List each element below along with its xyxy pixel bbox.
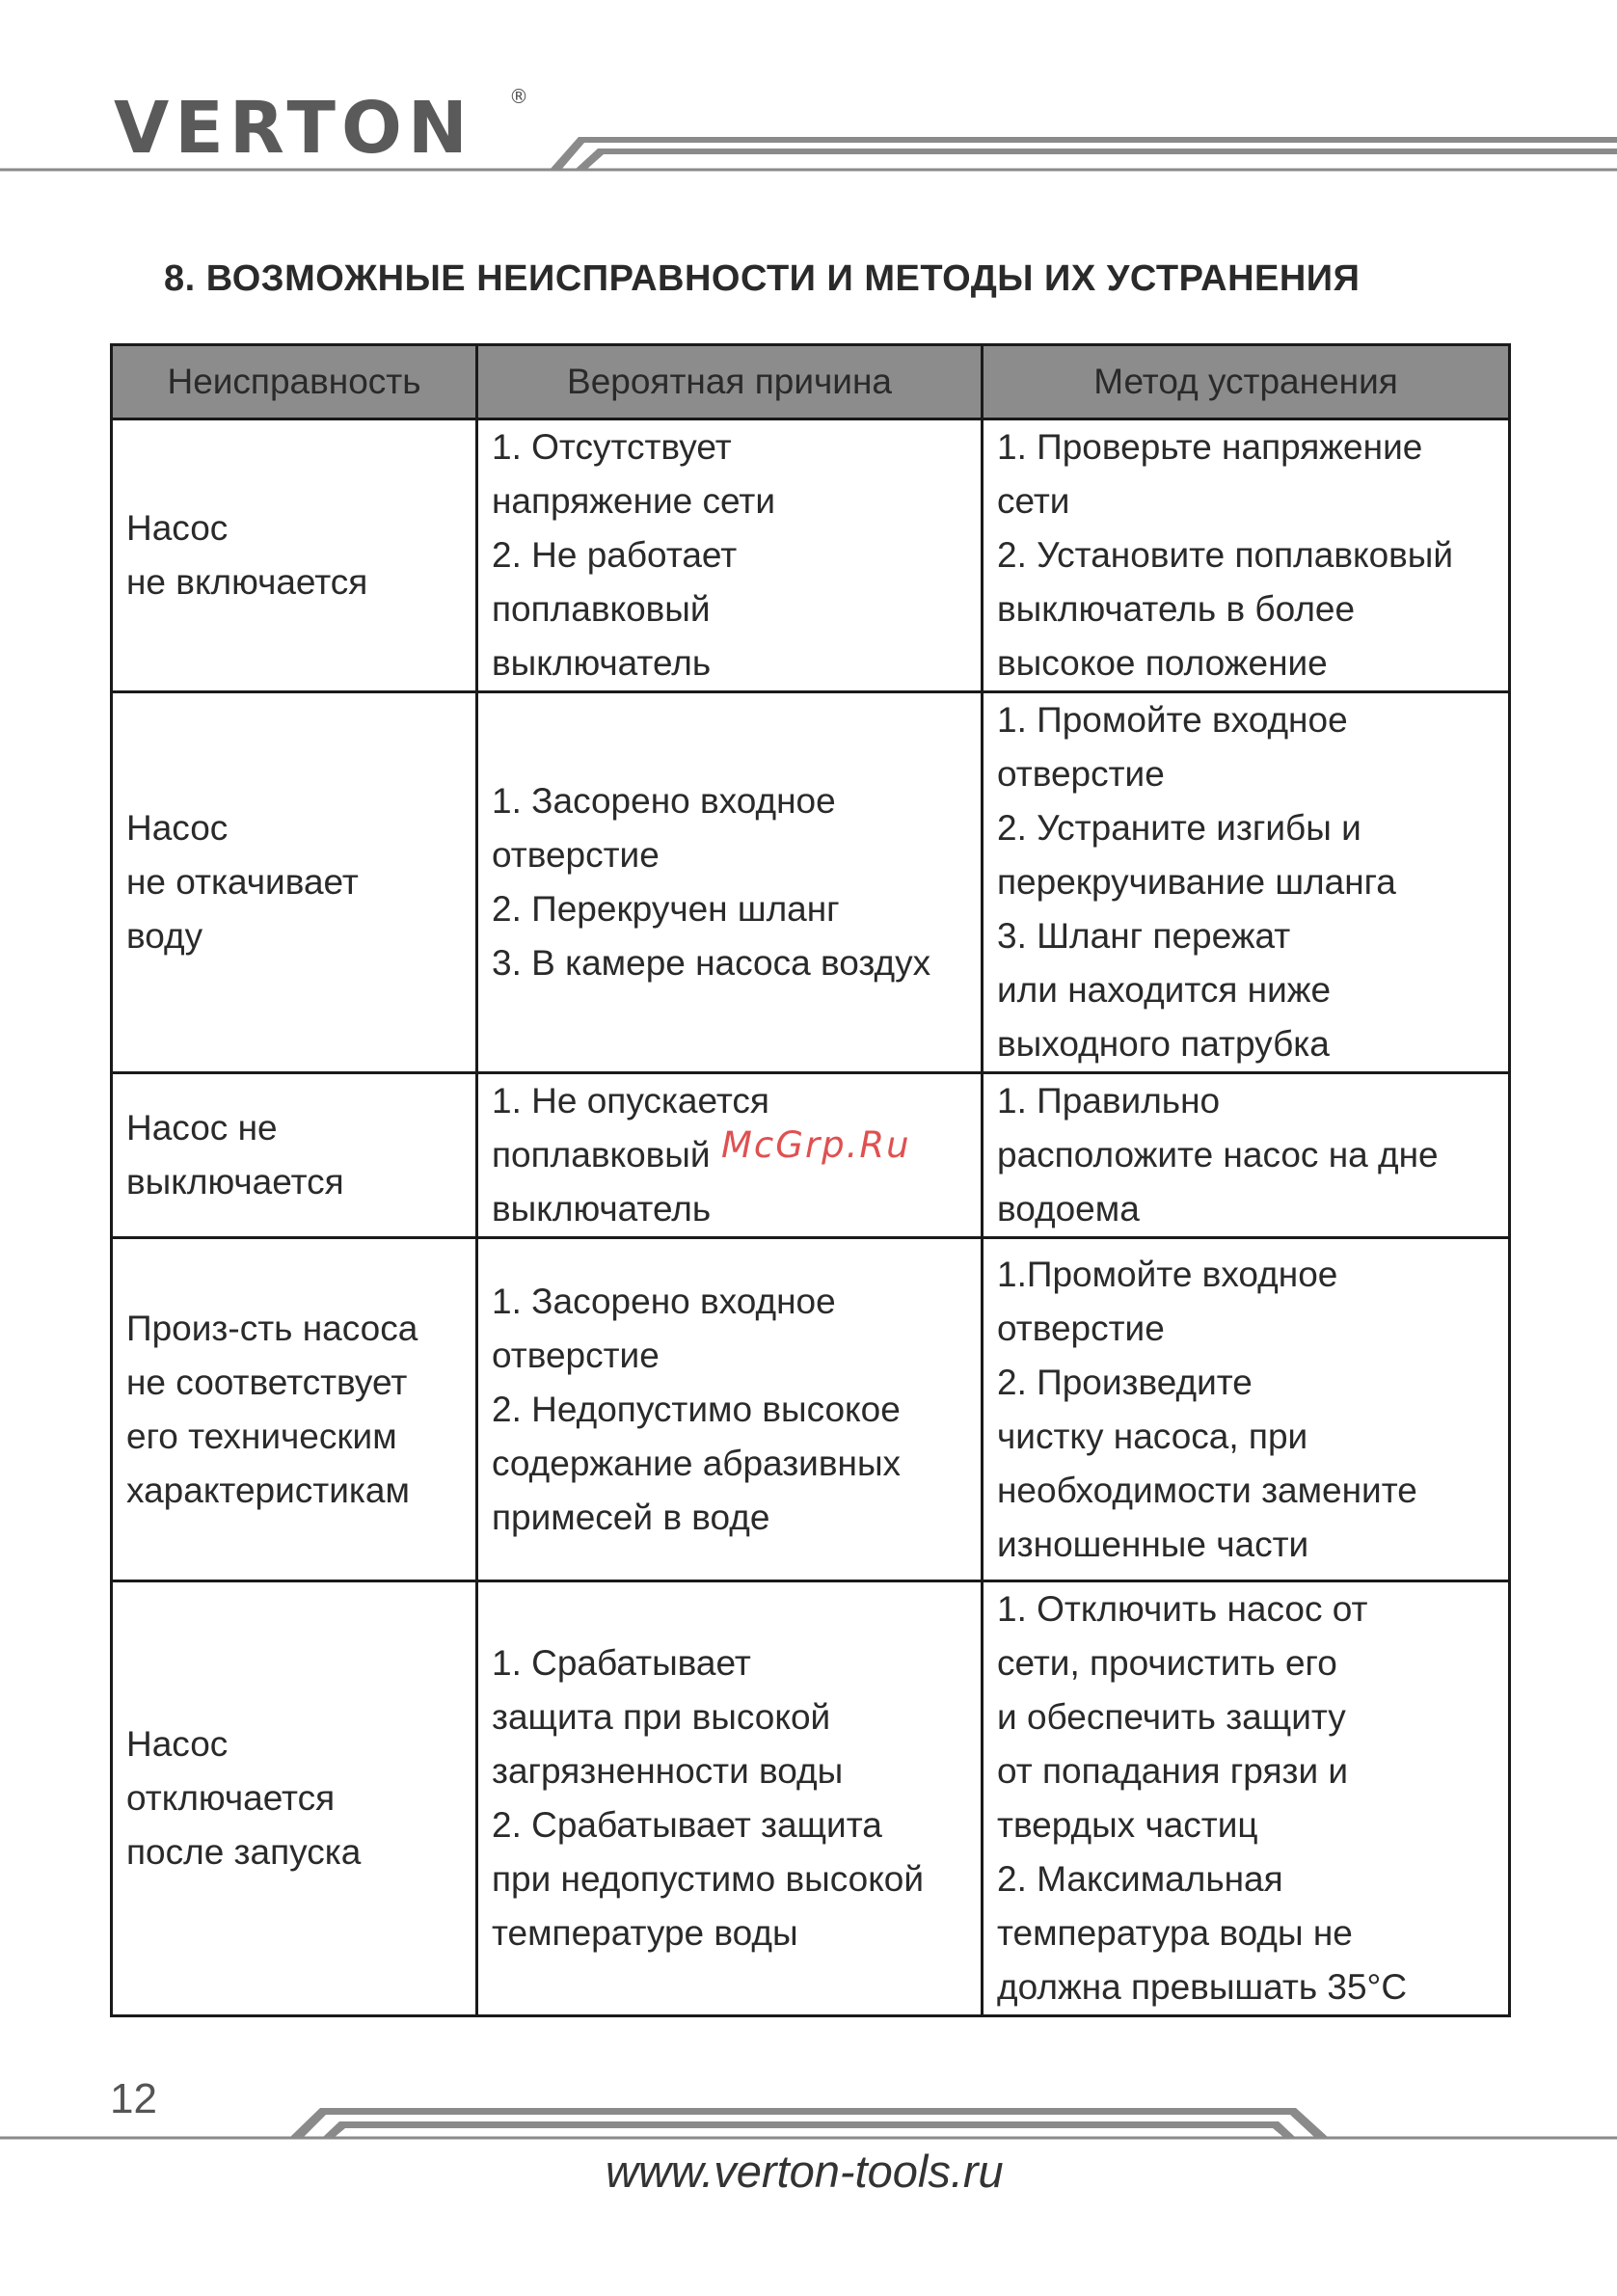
table-row <box>112 1238 1510 1581</box>
remedy-cell <box>983 1238 1510 1581</box>
text-line: 1. Засорено входное <box>492 1281 836 1321</box>
text-line: при недопустимо высокой <box>492 1859 925 1899</box>
text-line: перекручивание шланга <box>997 862 1396 902</box>
remedy-cell <box>983 1073 1510 1238</box>
text-line: 1. Отключить насос от <box>997 1589 1368 1629</box>
text-line: Произ-сть насоса <box>126 1308 418 1348</box>
text-line: расположите насос на дне <box>997 1135 1439 1175</box>
column-header-remedy: Метод устранения <box>983 345 1510 419</box>
text-line: 1. Не опускается <box>492 1081 769 1121</box>
brand-logo: VERTON <box>114 87 473 170</box>
text-line: 3. В камере насоса воздух <box>492 943 931 983</box>
text-line: 1. Проверьте напряжение <box>997 427 1423 467</box>
text-line: отверстие <box>492 835 660 875</box>
footer-website-url: www.verton-tools.ru <box>606 2146 1004 2197</box>
text-line: выходного патрубка <box>997 1024 1330 1064</box>
remedy-cell <box>983 1581 1510 2016</box>
header-decor-lines <box>0 125 1617 174</box>
text-line: не включается <box>126 562 368 602</box>
text-line: отверстие <box>997 1308 1165 1348</box>
watermark-text: McGrp.Ru <box>721 1124 911 1166</box>
text-line: 1. Отсутствует <box>492 427 732 467</box>
text-line: 2. Перекручен шланг <box>492 889 840 929</box>
text-line: выключатель в более <box>997 589 1356 629</box>
text-line: необходимости замените <box>997 1470 1417 1510</box>
text-line: выключатель <box>492 1189 712 1229</box>
text-line: отверстие <box>997 754 1165 794</box>
column-header-cause: Вероятная причина <box>477 345 983 419</box>
text-line: водоема <box>997 1189 1140 1229</box>
text-line: 1. Правильно <box>997 1081 1221 1121</box>
remedy-cell <box>983 692 1510 1073</box>
text-line: 1. Срабатывает <box>492 1643 751 1683</box>
text-line: Насос не <box>126 1108 278 1148</box>
cause-cell <box>477 692 983 1073</box>
fault-cell <box>112 419 477 692</box>
text-line: или находится ниже <box>997 970 1332 1010</box>
text-line: температуре воды <box>492 1913 798 1953</box>
text-line: характеристикам <box>126 1470 410 1510</box>
table-row <box>112 692 1510 1073</box>
text-line: не соответствует <box>126 1362 408 1402</box>
text-line: не откачивает <box>126 862 359 902</box>
page-number: 12 <box>110 2075 157 2122</box>
text-line: и обеспечить защиту <box>997 1697 1346 1737</box>
text-line: выключается <box>126 1162 344 1202</box>
fault-cell <box>112 1581 477 2016</box>
text-line: Насос <box>126 808 229 848</box>
text-line: Насос <box>126 1724 229 1764</box>
text-line: температура воды не <box>997 1913 1353 1953</box>
text-line: высокое положение <box>997 643 1328 683</box>
text-line: поплавковый <box>492 1135 711 1175</box>
text-line: 2. Установите поплавковый <box>997 535 1454 575</box>
cause-cell <box>477 1581 983 2016</box>
text-line: 3. Шланг пережат <box>997 916 1291 956</box>
text-line: напряжение сети <box>492 481 775 521</box>
text-line: загрязненности воды <box>492 1751 844 1791</box>
text-line: сети <box>997 481 1070 521</box>
registered-mark: ® <box>509 85 528 108</box>
text-line: Насос <box>126 508 229 548</box>
table-row <box>112 419 1510 692</box>
text-line: твердых частиц <box>997 1805 1258 1845</box>
fault-cell <box>112 692 477 1073</box>
text-line: от попадания грязи и <box>997 1751 1349 1791</box>
text-line: 2. Не работает <box>492 535 738 575</box>
text-line: 1. Промойте входное <box>997 700 1348 740</box>
text-line: его техническим <box>126 1416 397 1456</box>
column-header-fault: Неисправность <box>112 345 477 419</box>
fault-cell <box>112 1073 477 1238</box>
text-line: чистку насоса, при <box>997 1416 1308 1456</box>
text-line: примесей в воде <box>492 1497 770 1537</box>
text-line: 2. Произведите <box>997 1362 1253 1402</box>
text-line: воду <box>126 916 203 956</box>
text-line: поплавковый <box>492 589 711 629</box>
text-line: изношенные части <box>997 1524 1309 1564</box>
text-line: 2. Устраните изгибы и <box>997 808 1361 848</box>
text-line: должна превышать 35°С <box>997 1967 1408 2007</box>
troubleshooting-table <box>110 343 1511 2017</box>
text-line: 2. Срабатывает защита <box>492 1805 882 1845</box>
text-line: 1. Засорено входное <box>492 781 836 821</box>
table-row <box>112 1581 1510 2016</box>
text-line: 2. Максимальная <box>997 1859 1283 1899</box>
section-title: 8. ВОЗМОЖНЫЕ НЕИСПРАВНОСТИ И МЕТОДЫ ИХ УСТРАНЕНИЯ <box>164 258 1361 299</box>
table-header-row <box>112 345 1510 419</box>
text-line: после запуска <box>126 1832 362 1872</box>
fault-cell <box>112 1238 477 1581</box>
text-line: 2. Недопустимо высокое <box>492 1389 901 1429</box>
text-line: защита при высокой <box>492 1697 831 1737</box>
footer-decor-lines <box>0 2102 1617 2141</box>
text-line: содержание абразивных <box>492 1443 902 1483</box>
text-line: сети, прочистить его <box>997 1643 1337 1683</box>
cause-cell <box>477 419 983 692</box>
text-line: выключатель <box>492 643 712 683</box>
text-line: отверстие <box>492 1335 660 1375</box>
remedy-cell <box>983 419 1510 692</box>
text-line: отключается <box>126 1778 336 1818</box>
text-line: 1.Промойте входное <box>997 1254 1338 1294</box>
cause-cell <box>477 1238 983 1581</box>
